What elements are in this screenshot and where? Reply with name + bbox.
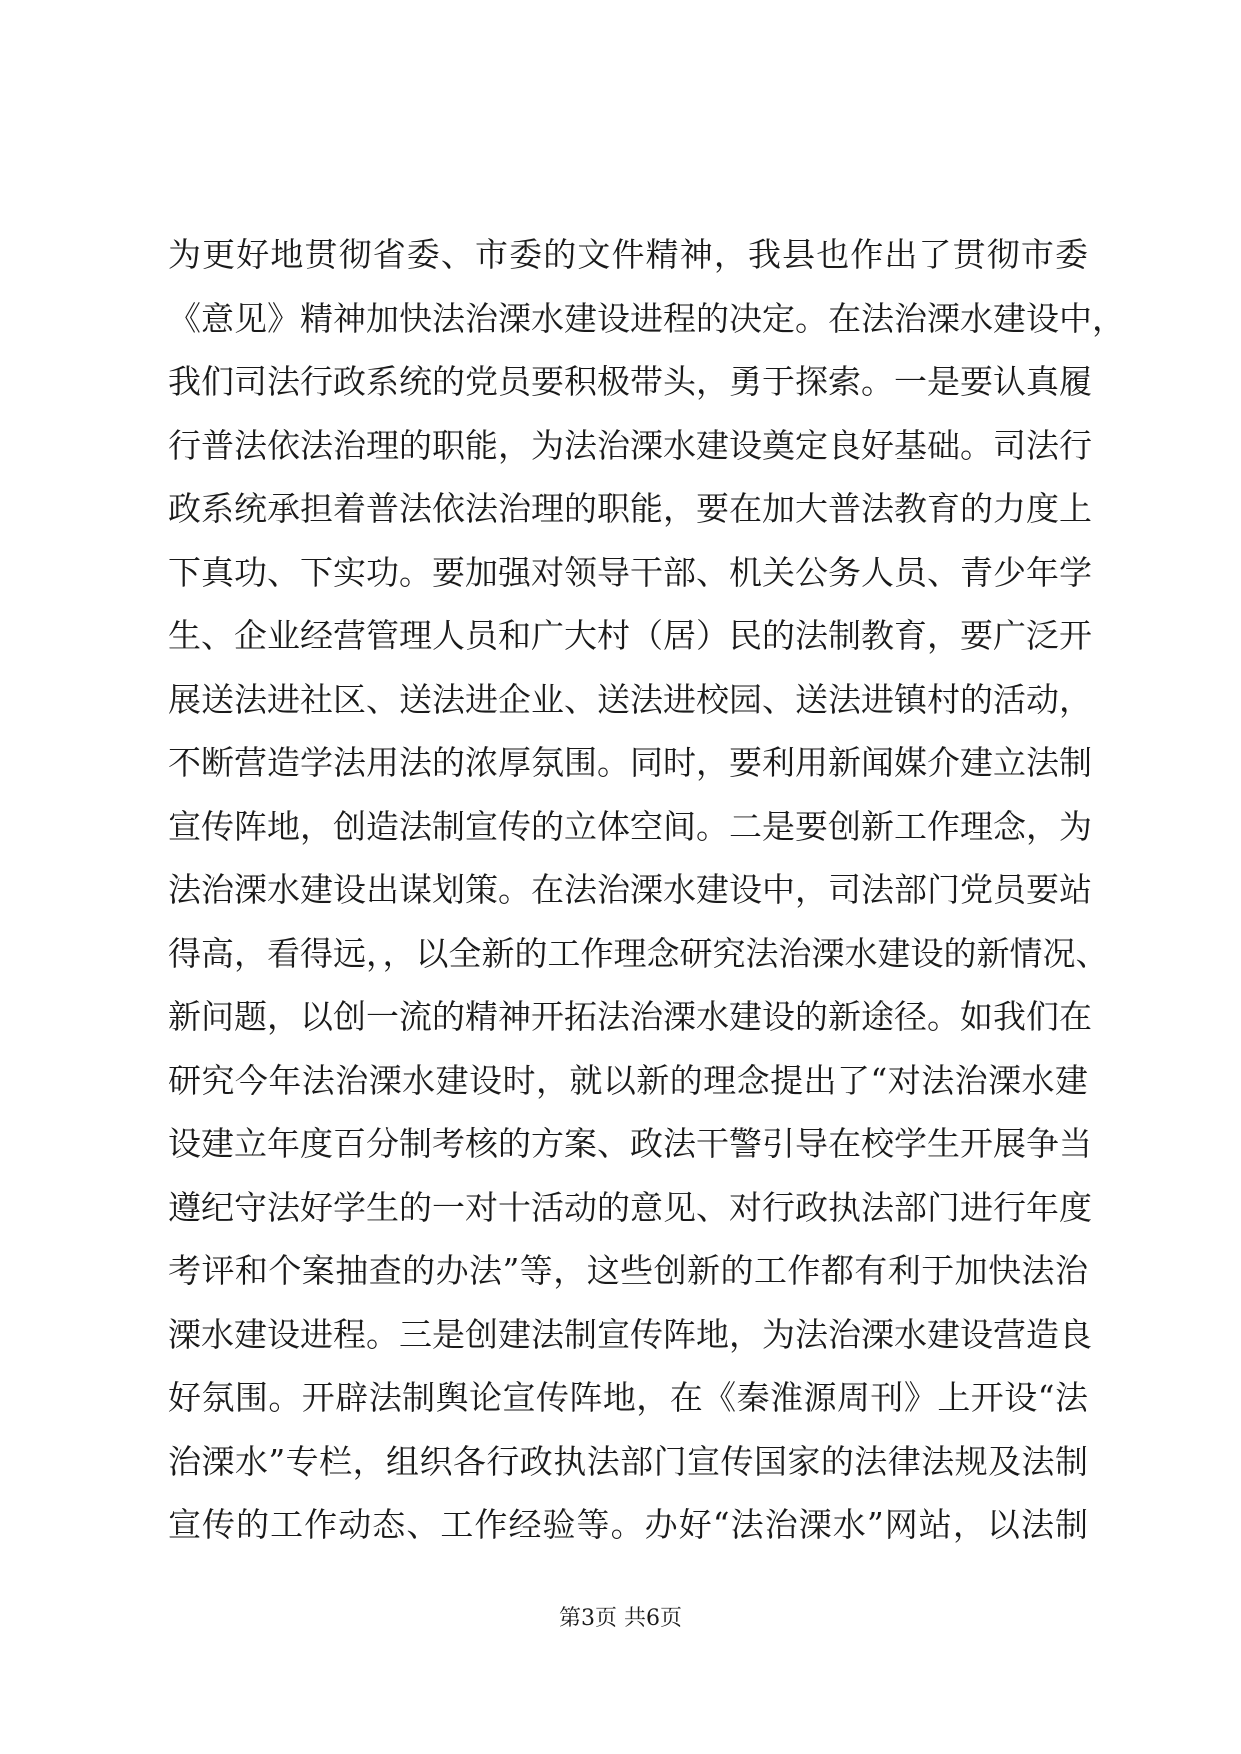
text-line: 为更好地贯彻省委、市委的文件精神，我县也作出了贯彻市委: [168, 235, 1088, 274]
text-line: 溧水建设进程。三是创建法制宣传阵地，为法治溧水建设营造良: [168, 1314, 1092, 1354]
text-line: 设建立年度百分制考核的方案、政法干警引导在校学生开展争当: [168, 1124, 1092, 1163]
text-line: 行普法依法治理的职能，为法治溧水建设奠定良好基础。司法行: [168, 425, 1092, 465]
text-line: 不断营造学法用法的浓厚氛围。同时，要利用新闻媒介建立法制: [168, 743, 1092, 782]
text-line: 政系统承担着普法依法治理的职能，要在加大普法教育的力度上: [168, 489, 1092, 528]
text-line: 遵纪守法好学生的一对十活动的意见、对行政执法部门进行年度: [168, 1187, 1092, 1227]
body-paragraph: [168, 223, 1125, 1557]
text-line: 我们司法行政系统的党员要积极带头，勇于探索。一是要认真履: [168, 362, 1092, 401]
page-footer: [0, 1604, 1241, 1634]
text-line: 《意见》精神加快法治溧水建设进程的决定。在法治溧水建设中，: [168, 298, 1125, 338]
text-line: 法治溧水建设出谋划策。在法治溧水建设中，司法部门党员要站: [168, 870, 1092, 909]
text-line: 生、企业经营管理人员和广大村（居）民的法制教育，要广泛开: [168, 616, 1092, 655]
text-line: 考评和个案抽查的办法”等，这些创新的工作都有利于加快法治: [168, 1251, 1088, 1290]
text-line: 研究今年法治溧水建设时，就以新的理念提出了“对法治溧水建: [168, 1060, 1088, 1100]
page-number: 第3页 共6页: [559, 1606, 682, 1631]
text-line: 宣传的工作动态、工作经验等。办好“法治溧水”网站，以法制: [168, 1505, 1088, 1544]
text-line: 治溧水”专栏，组织各行政执法部门宣传国家的法律法规及法制: [168, 1441, 1088, 1481]
text-line: 展送法进社区、送法进企业、送法进校园、送法进镇村的活动，: [168, 679, 1092, 719]
text-line: 宣传阵地，创造法制宣传的立体空间。二是要创新工作理念，为: [168, 806, 1092, 846]
text-line: 好氛围。开辟法制舆论宣传阵地，在《秦淮源周刊》上开设“法: [168, 1378, 1088, 1417]
text-line: 得高，看得远，，以全新的工作理念研究法治溧水建设的新情况、: [168, 933, 1109, 973]
text-line: 下真功、下实功。要加强对领导干部、机关公务人员、青少年学: [168, 552, 1092, 592]
text-line: 新问题，以创一流的精神开拓法治溧水建设的新途径。如我们在: [168, 997, 1092, 1036]
